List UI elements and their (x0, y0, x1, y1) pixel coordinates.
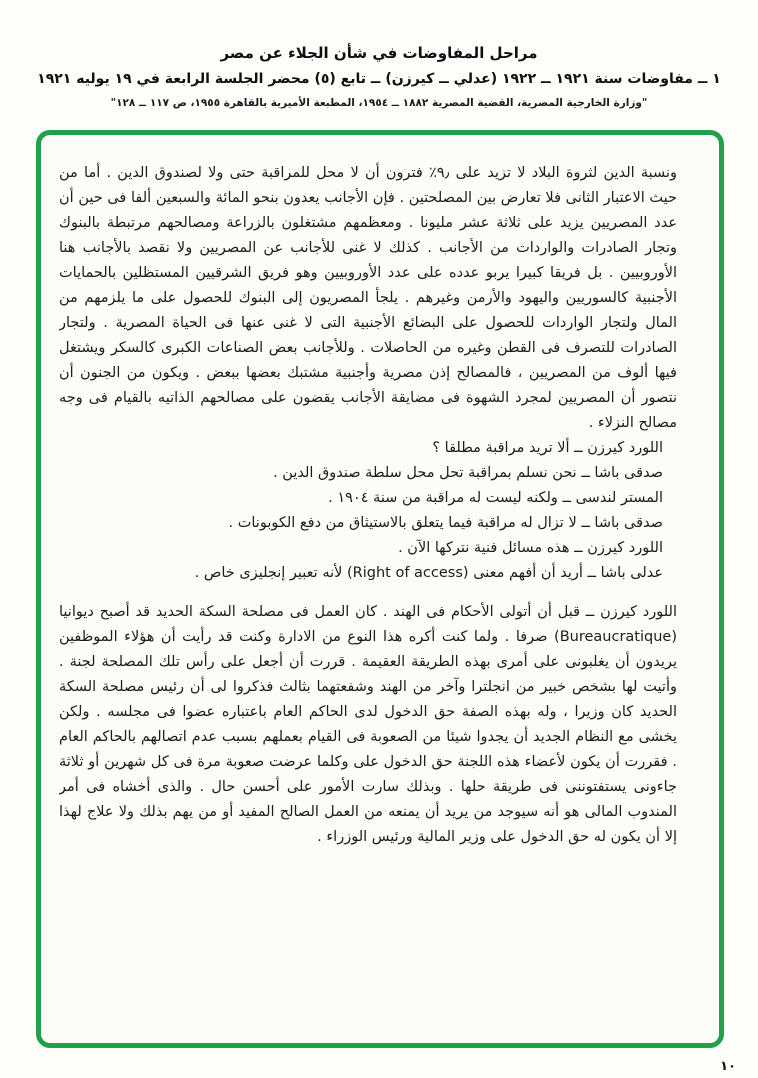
page-header (0, 0, 758, 109)
dialogue-line-sedky-pasha: صدقى باشا ــ نحن نسلم بمراقبة تحل محل سلطة صندوق الدين . (273, 465, 663, 481)
green-text-frame (36, 130, 724, 1048)
document-subtitle: ١ ــ مفاوضات سنة ١٩٢١ ــ ١٩٢٢ (عدلي ــ كيرزن) ــ تابع (٥) محضر الجلسة الرابعة في ١٩ يوليه ١٩٢١ (37, 71, 721, 87)
body-paragraph: ونسبة الدين لثروة البلاد لا تزيد على ٩٫٪ فترون أن لا محل للمراقبة حتى ولا لصندوق الدين . أما من حيث الاعتبار الثانى فلا تعارض بين المصلحتين . فإن الأجانب يعدون بنحو المائة والسبعين ألفا فى حين أن عدد المصريين يزيد على ثلاثة عشر مليونا . ومعظمهم مشتغلون بالزراعة ومصالحهم مرتبطة بالبنوك وتجار الصادرات والواردات من الأجانب . كذلك لا غنى للأجانب عن المصريين ولا نقصد بالأجانب هنا الأوروبيين . بل فريقا كبيرا يربو عدده على عدد الأوروبيين وهو فريق الشرقيين المستظلين بالحمايات الأجنبية كالسوريين واليهود والأرمن وغيرهم . يلجأ المصريون إلى البنوك للحصول على ما يلزمهم من المال ولتجار الواردات للحصول على البضائع الأجنبية التى لا غنى عنها فى الحياة المصرية . ولتجار الصادرات للتصرف فى القطن وغيره من الحاصلات . وللأجانب بعض الصناعات الكبرى كالسكر ويشتغل فيها ألوف من المصريين ، فالمصالح إذن مصرية وأجنبية مشتبك بعضها ببعض . ويكون من الجنون أن نتصور أن المصريين لمجرد الشهوة فى مضايقة الأجانب يقضون على مصالحهم الذاتيه بالقيام فى وجه مصالح النزلاء . (59, 165, 677, 431)
body-text-block (59, 161, 677, 1025)
page-number: ١٠ (720, 1059, 736, 1074)
dialogue-line-adly-pasha: عدلى باشا ــ أريد أن أفهم معنى (Right of access) لأنه تعبير إنجليزى خاص . (194, 565, 663, 581)
document-title: مراحل المفاوضات في شأن الجلاء عن مصر (220, 44, 538, 62)
dialogue-line-mr-lindsay: المستر لندسى ــ ولكنه ليست له مراقبة من سنة ١٩٠٤ . (328, 490, 663, 506)
dialogue-line-lord-curzon: اللورد كيرزن ــ ألا تريد مراقبة مطلقا ؟ (432, 440, 663, 456)
source-citation: "وزارة الخارجية المصرية، القضية المصرية ١٨٨٢ ــ ١٩٥٤، المطبعة الأميرية بالقاهرة ١٩٥٥، ص ١١٧ ــ ١٢٨" (110, 97, 648, 109)
body-paragraph-lord-curzon-speech: اللورد كيرزن ــ قبل أن أتولى الأحكام فى الهند . كان العمل فى مصلحة السكة الحديد قد أصبح ديوانيا (Bureaucratique) صرفا . ولما كنت أكره هذا النوع من الادارة وكنت قد رأيت أن هؤلاء الموظفين يريدون أن يغلبونى على أمرى بهذه الطريقة العقيمة . قررت أن أجعل على رأس تلك المصلحة لجنة . وأتيت لها بشخص خبير من انجلترا وآخر من الهند وشفعتهما بثالث فذكروا لى أن رئيس مصلحة السكة الحديد كان وزيرا ، وله بهذه الصفة حق الدخول لدى الحاكم العام باعتباره عضوا فى مجلسه . ولكن يخشى مع النظام الجديد أن يجدوا شيئا من الصعوبة فى القيام بعملهم بسبب عدم اتصالهم بالحاكم العام . فقررت أن يكون لأعضاء هذه اللجنة حق الدخول على وكلما عرضت صعوبة مرة فى كل شهرين أو ثلاثة جاءونى يستفتوننى فى طريقة حلها . وبذلك سارت الأمور على أحسن حال . والذى أخشاه فى أمر المندوب المالى هو أنه سيوجد من يريد أن يمنعه من العمل الصالح المفيد أو من يهم بذلك ولا علاج لهذا إلا أن يكون له حق الدخول على وزير المالية ورئيس الوزراء . (59, 604, 677, 845)
dialogue-line-sedky-pasha-2: صدقى باشا ــ لا تزال له مراقبة فيما يتعلق بالاستيثاق من دفع الكوبونات . (228, 515, 663, 531)
dialogue-line-lord-curzon-2: اللورد كيرزن ــ هذه مسائل فنية نتركها الآن . (398, 540, 663, 556)
